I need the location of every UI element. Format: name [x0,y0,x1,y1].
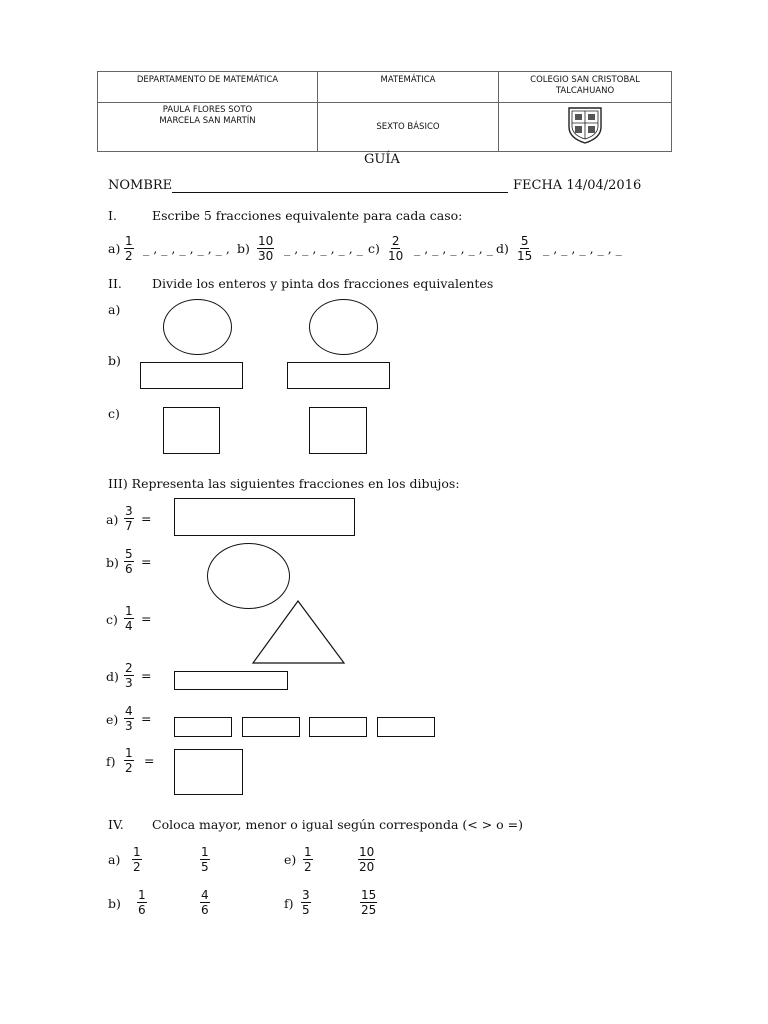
denominator: 7 [125,519,133,533]
numerator: 1 [125,746,133,760]
numerator: 4 [201,888,209,902]
school-cell [499,72,672,103]
numerator: 1 [125,234,133,248]
name-field[interactable] [172,192,508,193]
denominator: 6 [201,903,209,917]
s4-b-fraction-right [200,888,210,917]
numerator: 1 [133,845,141,859]
s3-f-equals: = [144,753,155,768]
s3-f-label: f) [106,754,116,769]
s3-f-square[interactable] [174,749,243,795]
section4-number: IV. [108,817,124,832]
section4-instruction: Coloca mayor, menor o igual según corresponda (< > o =) [152,817,524,832]
s3-e-rect-1[interactable] [174,717,232,737]
s3-d-label: d) [106,669,119,684]
denominator: 25 [361,903,377,917]
section1-number: I. [108,208,117,223]
s3-d-rectangle[interactable] [174,671,288,690]
numerator: 1 [304,845,312,859]
denominator: 6 [125,562,133,576]
denominator: 3 [125,676,133,690]
s2-c-square-right[interactable] [309,407,367,454]
denominator: 2 [304,860,312,874]
s4-e-fraction-left [303,845,313,874]
school-line2: TALCAHUANO [555,86,615,96]
name-label: NOMBRE [108,178,173,193]
date-label: FECHA 14/04/2016 [513,178,642,193]
section1-instruction: Escribe 5 fracciones equivalente para cada caso: [152,208,463,223]
s3-e-fraction [124,704,134,733]
s4-b-label: b) [108,896,121,911]
s3-a-equals: = [141,511,152,526]
denominator: 5 [201,860,209,874]
denominator: 6 [138,903,146,917]
s1-c-label: c) [368,241,380,256]
s2-b-rect-left[interactable] [140,362,243,389]
numerator: 10 [258,234,274,248]
s1-c-blanks[interactable]: _ , _ , _ , _ , _ [414,241,493,256]
s1-a-fraction [124,234,134,263]
s4-a-label: a) [108,852,121,867]
s4-a-fraction-left [132,845,142,874]
subject-text: MATEMÁTICA [380,75,436,85]
s3-e-rect-3[interactable] [309,717,367,737]
s3-a-fraction [124,504,134,533]
numerator: 3 [302,888,310,902]
s3-e-equals: = [141,711,152,726]
s3-c-fraction [124,604,134,633]
school-crest-icon [565,105,605,145]
section2-instruction: Divide los enteros y pinta dos fracciones equivalentes [152,276,494,291]
s3-b-fraction [124,547,134,576]
s3-d-fraction [124,661,134,690]
s2-a-label: a) [108,302,121,317]
numerator: 2 [125,661,133,675]
header-table [97,71,672,152]
denominator: 20 [359,860,375,874]
numerator: 4 [125,704,133,718]
s4-f-fraction-right [360,888,377,917]
grade-cell [318,103,499,152]
crest-cell [499,103,672,152]
teachers-cell [98,103,318,152]
numerator: 3 [125,504,133,518]
denominator: 5 [302,903,310,917]
s2-a-circle-right[interactable] [309,299,378,355]
s1-d-label: d) [496,241,509,256]
s2-b-label: b) [108,353,121,368]
denominator: 15 [517,249,533,263]
s3-e-label: e) [106,712,119,727]
numerator: 5 [125,547,133,561]
s4-b-fraction-left [137,888,147,917]
denominator: 2 [125,249,133,263]
s3-e-rect-2[interactable] [242,717,300,737]
s3-c-label: c) [106,612,118,627]
numerator: 1 [125,604,133,618]
s2-c-square-left[interactable] [163,407,220,454]
teacher2-text: MARCELA SAN MARTÍN [159,116,256,126]
denominator: 30 [258,249,274,263]
s3-c-equals: = [141,611,152,626]
s2-c-label: c) [108,406,120,421]
teacher1-text: PAULA FLORES SOTO [162,105,253,115]
s4-f-fraction-left [301,888,311,917]
s2-a-circle-left[interactable] [163,299,232,355]
subject-cell [318,72,499,103]
s1-b-blanks[interactable]: _ , _ , _ , _ , _ [284,241,363,256]
s1-b-fraction [257,234,274,263]
school-line1: COLEGIO SAN CRISTOBAL [530,75,640,85]
s3-a-rectangle[interactable] [174,498,355,536]
s3-a-label: a) [106,512,119,527]
denominator: 2 [125,761,133,775]
dept-cell [98,72,318,103]
denominator: 3 [125,719,133,733]
denominator: 2 [133,860,141,874]
s3-c-triangle[interactable] [250,598,348,666]
denominator: 4 [125,619,133,633]
section2-number: II. [108,276,122,291]
numerator: 1 [201,845,209,859]
s4-a-fraction-right [200,845,210,874]
s1-a-label: a) [108,241,121,256]
s1-b-label: b) [237,241,250,256]
s1-a-blanks[interactable]: _ , _ , _ , _ , _ , [143,241,230,256]
numerator: 2 [391,234,400,248]
denominator: 10 [388,249,404,263]
numerator: 5 [520,234,529,248]
dept-text: DEPARTAMENTO DE MATEMÁTICA [136,75,279,85]
s1-d-blanks[interactable]: _ , _ , _ , _ , _ [543,241,622,256]
s4-e-label: e) [284,852,297,867]
s3-b-label: b) [106,555,119,570]
s1-c-fraction [387,234,404,263]
grade-text: SEXTO BÁSICO [376,121,440,132]
s3-d-equals: = [141,668,152,683]
s3-e-rect-4[interactable] [377,717,435,737]
numerator: 10 [359,845,375,859]
section3-instruction: III) Representa las siguientes fracciones en los dibujos: [108,476,460,491]
s3-b-equals: = [141,554,152,569]
s2-b-rect-right[interactable] [287,362,390,389]
s3-f-fraction [124,746,134,775]
s4-f-label: f) [284,896,294,911]
s4-e-fraction-right [358,845,375,874]
page-title: GUÍA [364,152,400,167]
numerator: 15 [361,888,377,902]
s1-d-fraction [516,234,533,263]
numerator: 1 [138,888,146,902]
